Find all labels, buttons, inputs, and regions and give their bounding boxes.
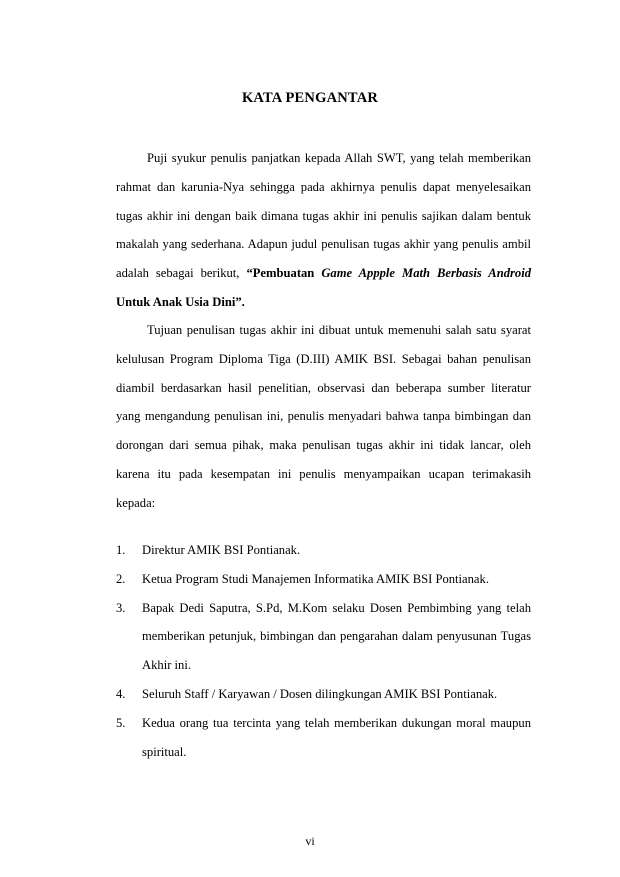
list-item-number: 2. xyxy=(116,571,126,586)
list-item-number: 5. xyxy=(116,715,126,730)
paragraph-purpose: Tujuan penulisan tugas akhir ini dibuat untuk memenuhi salah satu syarat kelulusan Program Diploma Tiga (D.III) AMIK BSI. Sebagai bahan penulisan diambil berdasarkan hasil penelitian, observasi dan beberapa sumber literatur yang mengandung penulisan ini, penulis menyadari bahwa tanpa bimbingan dan dorongan dari semua pihak, maka penulisan tugas akhir ini tidak lancar, oleh karena itu pada kesempatan ini penulis menyampaikan ucapan terimakasih kepada: xyxy=(116,323,531,510)
list-item xyxy=(116,680,531,709)
thesis-title-italic: Game Appple Math Berbasis Android xyxy=(321,266,531,281)
paragraph-intro xyxy=(116,144,531,317)
list-item xyxy=(116,565,531,594)
list-item-text: Kedua orang tua tercinta yang telah memberikan dukungan moral maupun spiritual. xyxy=(142,715,531,759)
thesis-title-open: “Pembuatan xyxy=(246,266,322,281)
list-item-text: Seluruh Staff / Karyawan / Dosen dilingkungan AMIK BSI Pontianak. xyxy=(142,686,498,701)
list-item-text: Direktur AMIK BSI Pontianak. xyxy=(142,543,301,557)
list-item-number: 4. xyxy=(116,686,126,701)
list-item xyxy=(116,536,531,565)
paragraph-intro-text: Puji syukur penulis panjatkan kepada Allah SWT, yang telah memberikan rahmat dan karunia-Nya sehingga pada akhirnya penulis dapat menyelesaikan tugas akhir ini dengan baik dimana tugas akhir ini penulis sajikan dalam bentuk makalah yang sederhana. Adapun judul penulisan tugas akhir yang penulis ambil adalah sebagai berikut, xyxy=(116,151,531,281)
list-item xyxy=(116,594,531,680)
list-item-number: 3. xyxy=(116,600,126,615)
page-title: KATA PENGANTAR xyxy=(241,90,379,106)
acknowledgement-list xyxy=(116,536,531,766)
page-number: vi xyxy=(305,834,315,848)
list-item xyxy=(116,709,531,767)
list-item-text: Ketua Program Studi Manajemen Informatika AMIK BSI Pontianak. xyxy=(142,571,489,586)
list-item-text: Bapak Dedi Saputra, S.Pd, M.Kom selaku Dosen Pembimbing yang telah memberikan petunjuk, bimbingan dan pengarahan dalam penyusunan Tugas Akhir ini. xyxy=(142,600,531,673)
thesis-title-close: Untuk Anak Usia Dini”. xyxy=(116,294,245,309)
list-item-number: 1. xyxy=(116,543,126,557)
